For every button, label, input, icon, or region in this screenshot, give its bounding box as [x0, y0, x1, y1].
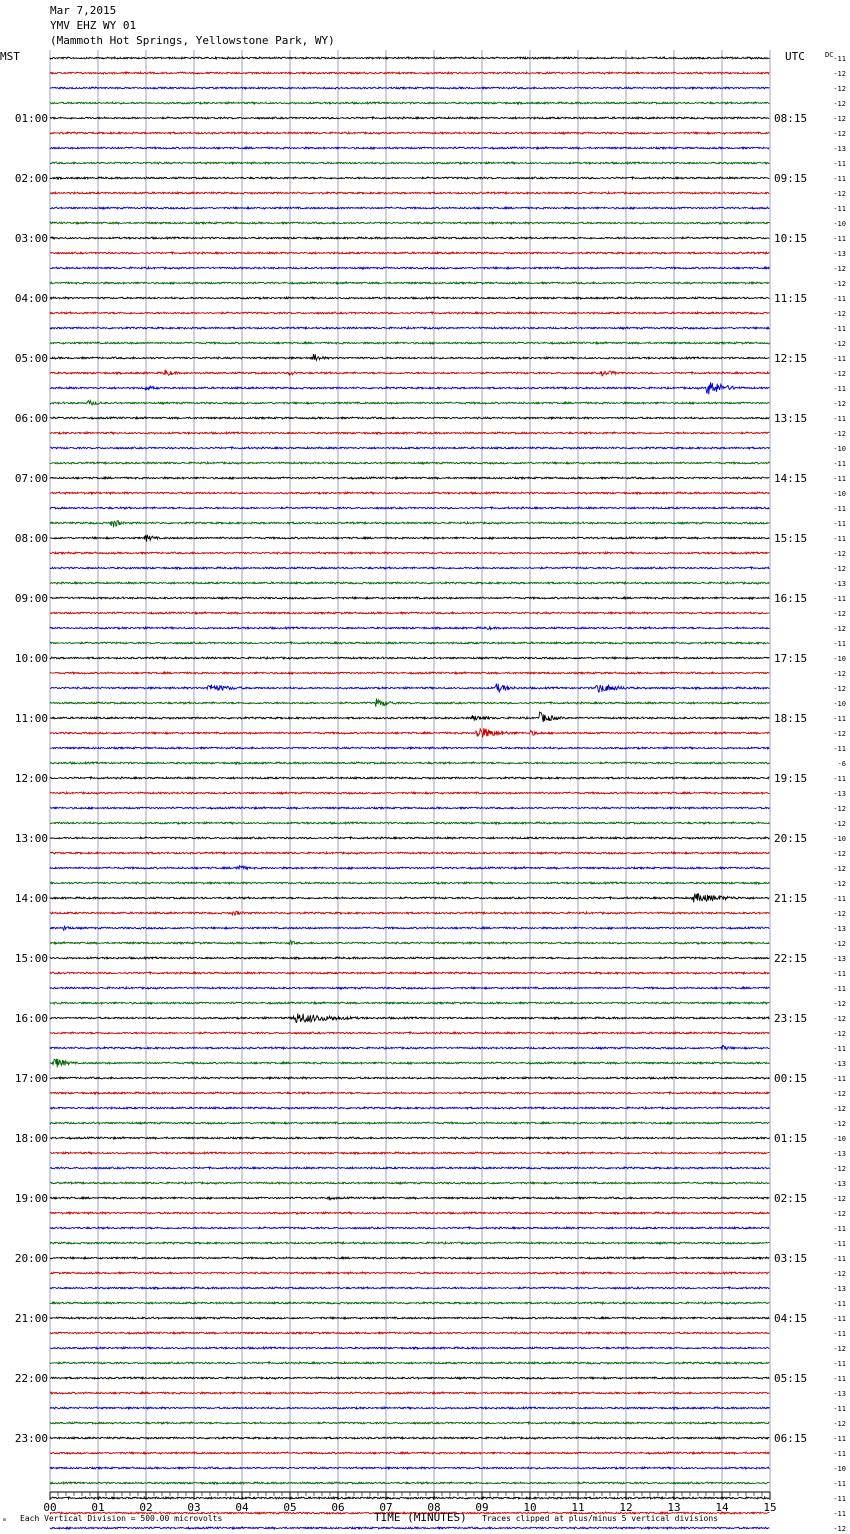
right-hour-label: 22:15 [774, 952, 808, 965]
right-hour-label: 02:15 [774, 1192, 808, 1205]
right-hour-label: 14:15 [774, 472, 808, 485]
right-hour-label: 23:15 [774, 1012, 808, 1025]
seismic-trace [50, 597, 769, 599]
seismic-trace [50, 477, 769, 479]
dc-offset-label: -13 [833, 1285, 846, 1293]
left-hour-label: 08:00 [14, 532, 48, 545]
seismic-trace [50, 1452, 769, 1454]
seismic-trace [50, 1167, 769, 1169]
dc-offset-label: -11 [833, 745, 846, 753]
left-hour-label: 12:00 [14, 772, 48, 785]
seismic-trace [50, 432, 769, 434]
seismic-trace [50, 698, 769, 706]
seismic-trace [50, 117, 769, 119]
dc-offset-label: -11 [833, 1510, 846, 1518]
seismic-trace [50, 57, 769, 59]
plot-date: Mar 7,2015 [50, 4, 117, 17]
seismic-trace [50, 1077, 769, 1079]
left-hour-label: 21:00 [14, 1312, 48, 1325]
right-hour-label: 19:15 [774, 772, 808, 785]
left-hour-label: 15:00 [14, 952, 48, 965]
seismic-trace [50, 1227, 769, 1229]
seismic-trace [50, 1407, 769, 1409]
seismic-trace [50, 957, 769, 959]
seismic-trace [50, 87, 769, 89]
seismic-trace [50, 354, 769, 360]
seismic-trace [50, 1362, 769, 1364]
left-hour-label: 13:00 [14, 832, 48, 845]
seismic-trace [50, 370, 769, 376]
seismic-trace [50, 894, 769, 903]
dc-offset-label: -11 [833, 715, 846, 723]
right-hour-label: 03:15 [774, 1252, 808, 1265]
seismic-trace [50, 642, 769, 644]
x-tick-label: 07 [379, 1501, 393, 1514]
dc-offset-label: -13 [833, 790, 846, 798]
dc-offset-label: -12 [833, 1090, 846, 1098]
seismic-trace [50, 1032, 769, 1034]
seismic-trace [50, 1045, 769, 1050]
dc-label: DC [825, 51, 834, 59]
x-tick-label: 00 [43, 1501, 57, 1514]
seismic-trace [50, 612, 769, 614]
x-tick-label: 05 [283, 1501, 297, 1514]
seismic-trace [50, 382, 769, 394]
seismic-trace [50, 627, 769, 630]
seismic-trace [50, 342, 769, 344]
seismic-trace [50, 1497, 769, 1499]
dc-offset-label: -12 [833, 550, 846, 558]
dc-offset-label: -12 [833, 310, 846, 318]
seismic-trace [50, 192, 769, 194]
dc-offset-label: -10 [833, 700, 846, 708]
dc-offset-label: -11 [833, 505, 846, 513]
dc-offset-label: -12 [833, 340, 846, 348]
dc-offset-label: -12 [833, 430, 846, 438]
dc-offset-label: -12 [833, 1165, 846, 1173]
dc-offset-label: -13 [833, 250, 846, 258]
right-hour-label: 00:15 [774, 1072, 808, 1085]
dc-offset-label: -11 [833, 1315, 846, 1323]
right-hour-label: 05:15 [774, 1372, 808, 1385]
x-tick-label: 12 [619, 1501, 633, 1514]
dc-offset-label: -11 [833, 1405, 846, 1413]
dc-offset-label: -10 [833, 445, 846, 453]
x-tick-label: 06 [331, 1501, 345, 1514]
dc-offset-label: -12 [833, 190, 846, 198]
seismic-trace [50, 447, 769, 449]
dc-offset-label: -11 [833, 475, 846, 483]
dc-offset-label: -11 [833, 1360, 846, 1368]
dc-offset-label: -10 [833, 1465, 846, 1473]
seismic-trace [50, 1107, 769, 1109]
left-hour-label: 07:00 [14, 472, 48, 485]
dc-offset-label: -13 [833, 145, 846, 153]
right-hour-label: 12:15 [774, 352, 808, 365]
dc-offset-label: -13 [833, 1150, 846, 1158]
dc-offset-label: -10 [833, 1135, 846, 1143]
station-code: YMV EHZ WY 01 [50, 19, 137, 32]
dc-offset-label: -13 [833, 580, 846, 588]
dc-offset-label: -11 [833, 1225, 846, 1233]
dc-offset-label: -12 [833, 400, 846, 408]
dc-offset-label: -12 [833, 865, 846, 873]
dc-offset-label: -11 [833, 1330, 846, 1338]
dc-offset-label: -12 [833, 685, 846, 693]
seismic-trace [50, 1197, 769, 1200]
dc-offset-label: -11 [833, 895, 846, 903]
dc-offset-label: -11 [833, 1450, 846, 1458]
seismic-trace [50, 1212, 769, 1214]
seismic-trace [50, 1422, 769, 1424]
dc-offset-label: -11 [833, 295, 846, 303]
seismic-trace [50, 521, 769, 528]
dc-offset-label: -11 [833, 775, 846, 783]
seismic-trace [50, 567, 769, 569]
seismic-trace [50, 162, 769, 164]
left-axis-label: MST [0, 50, 20, 63]
seismic-trace [50, 866, 769, 870]
seismic-trace [50, 1392, 769, 1394]
left-hour-label: 10:00 [14, 652, 48, 665]
dc-offset-label: -13 [833, 1060, 846, 1068]
left-hour-label: 02:00 [14, 172, 48, 185]
seismic-trace [50, 1332, 769, 1334]
dc-offset-label: -12 [833, 1195, 846, 1203]
seismic-trace [50, 1317, 769, 1319]
dc-offset-label: -11 [833, 1495, 846, 1503]
x-tick-label: 15 [763, 1501, 777, 1514]
dc-offset-label: -11 [833, 460, 846, 468]
dc-offset-label: -12 [833, 1420, 846, 1428]
right-hour-label: 16:15 [774, 592, 808, 605]
seismic-trace [50, 728, 769, 737]
dc-offset-label: -11 [833, 1045, 846, 1053]
seismic-trace [50, 237, 769, 239]
seismic-trace [50, 941, 769, 945]
seismic-trace [50, 926, 769, 930]
seismic-trace [50, 1122, 769, 1124]
seismic-trace [50, 1287, 769, 1289]
seismic-trace [50, 312, 769, 314]
seismic-trace [50, 582, 769, 584]
dc-offset-label: -12 [833, 1210, 846, 1218]
dc-offset-label: -11 [833, 385, 846, 393]
left-hour-label: 18:00 [14, 1132, 48, 1145]
right-hour-label: 20:15 [774, 832, 808, 845]
dc-offset-label: -12 [833, 1345, 846, 1353]
dc-offset-label: -11 [833, 1375, 846, 1383]
seismic-trace [50, 1182, 769, 1184]
seismic-trace [50, 1482, 769, 1484]
x-tick-label: 10 [523, 1501, 537, 1514]
x-tick-label: 09 [475, 1501, 489, 1514]
left-hour-label: 16:00 [14, 1012, 48, 1025]
footer-mark: ₘ [2, 1514, 7, 1523]
seismic-trace [50, 1437, 769, 1439]
left-hour-label: 20:00 [14, 1252, 48, 1265]
dc-offset-label: -12 [833, 610, 846, 618]
dc-offset-label: -11 [833, 535, 846, 543]
dc-offset-label: -11 [833, 355, 846, 363]
x-tick-label: 14 [715, 1501, 729, 1514]
x-tick-label: 04 [235, 1501, 249, 1514]
dc-offset-label: -11 [833, 520, 846, 528]
right-hour-label: 13:15 [774, 412, 808, 425]
seismic-trace [50, 177, 769, 179]
seismic-trace [50, 222, 769, 224]
left-hour-label: 14:00 [14, 892, 48, 905]
right-hour-label: 08:15 [774, 112, 808, 125]
left-hour-label: 01:00 [14, 112, 48, 125]
x-tick-label: 11 [571, 1501, 585, 1514]
seismic-trace [50, 1059, 769, 1068]
right-hour-label: 09:15 [774, 172, 808, 185]
dc-offset-label: -11 [833, 205, 846, 213]
seismic-trace [50, 777, 769, 779]
seismic-trace [50, 535, 769, 542]
left-hour-label: 19:00 [14, 1192, 48, 1205]
seismic-trace [50, 712, 769, 722]
seismic-trace [50, 822, 769, 824]
dc-offset-label: -11 [833, 1075, 846, 1083]
dc-offset-label: -12 [833, 1105, 846, 1113]
clip-note: Traces clipped at plus/minus 5 vertical divisions [482, 1514, 719, 1523]
seismic-trace [50, 252, 769, 254]
seismic-trace [50, 552, 769, 554]
dc-offset-label: -6 [837, 760, 846, 768]
seismic-trace [50, 297, 769, 299]
dc-offset-label: -11 [833, 415, 846, 423]
dc-offset-label: -11 [833, 985, 846, 993]
dc-offset-label: -12 [833, 85, 846, 93]
seismic-trace [50, 147, 769, 149]
x-tick-label: 13 [667, 1501, 681, 1514]
seismic-trace [50, 684, 769, 693]
seismic-trace [50, 507, 769, 509]
dc-offset-label: -12 [833, 820, 846, 828]
x-tick-label: 01 [91, 1501, 105, 1514]
right-hour-label: 04:15 [774, 1312, 808, 1325]
dc-offset-label: -10 [833, 835, 846, 843]
seismic-trace [50, 267, 769, 269]
left-hour-label: 22:00 [14, 1372, 48, 1385]
right-hour-label: 21:15 [774, 892, 808, 905]
seismic-trace [50, 207, 769, 209]
dc-offset-label: -12 [833, 265, 846, 273]
seismic-trace [50, 972, 769, 974]
seismic-trace [50, 837, 769, 839]
dc-offset-label: -12 [833, 1525, 846, 1533]
dc-offset-label: -12 [833, 280, 846, 288]
dc-offset-label: -12 [833, 805, 846, 813]
dc-offset-label: -12 [833, 100, 846, 108]
dc-offset-label: -13 [833, 1180, 846, 1188]
seismic-trace [50, 1137, 769, 1139]
seismic-trace [50, 282, 769, 284]
seismic-trace [50, 401, 769, 406]
right-hour-label: 11:15 [774, 292, 808, 305]
dc-offset-label: -12 [833, 115, 846, 123]
seismic-trace [50, 72, 769, 74]
station-location: (Mammoth Hot Springs, Yellowstone Park, WY) [50, 34, 335, 47]
x-tick-label: 08 [427, 1501, 441, 1514]
dc-offset-label: -12 [833, 670, 846, 678]
left-hour-label: 11:00 [14, 712, 48, 725]
right-hour-label: 06:15 [774, 1432, 808, 1445]
seismic-trace [50, 807, 769, 809]
seismic-trace [50, 1002, 769, 1004]
dc-offset-label: -12 [833, 730, 846, 738]
dc-offset-label: -11 [833, 1435, 846, 1443]
seismic-trace [50, 882, 769, 884]
vertical-scale-note: Each Vertical Division = 500.00 microvolts [20, 1514, 223, 1523]
seismic-trace [50, 462, 769, 464]
left-hour-label: 04:00 [14, 292, 48, 305]
left-hour-label: 17:00 [14, 1072, 48, 1085]
seismic-trace [50, 1014, 769, 1023]
seismic-trace [50, 911, 769, 915]
dc-offset-label: -11 [833, 325, 846, 333]
dc-offset-label: -12 [833, 850, 846, 858]
dc-offset-label: -12 [833, 565, 846, 573]
dc-offset-label: -12 [833, 880, 846, 888]
dc-offset-label: -12 [833, 1030, 846, 1038]
dc-offset-label: -11 [833, 970, 846, 978]
seismic-trace [50, 762, 769, 764]
seismic-trace [50, 492, 769, 494]
seismic-trace [50, 102, 769, 104]
dc-offset-label: -11 [833, 1240, 846, 1248]
seismic-trace [50, 747, 769, 749]
dc-offset-label: -12 [833, 1000, 846, 1008]
seismic-trace [50, 417, 769, 419]
dc-offset-label: -12 [833, 130, 846, 138]
right-hour-label: 18:15 [774, 712, 808, 725]
seismic-trace [50, 1242, 769, 1244]
dc-offset-label: -12 [833, 70, 846, 78]
dc-offset-label: -13 [833, 925, 846, 933]
right-axis-label: UTC [785, 50, 805, 63]
left-hour-label: 03:00 [14, 232, 48, 245]
dc-offset-label: -10 [833, 220, 846, 228]
seismic-trace [50, 1377, 769, 1379]
seismic-trace [50, 672, 769, 674]
dc-offset-label: -11 [833, 1255, 846, 1263]
left-hour-label: 05:00 [14, 352, 48, 365]
seismic-trace [50, 1302, 769, 1304]
dc-offset-label: -12 [833, 370, 846, 378]
dc-offset-label: -12 [833, 1120, 846, 1128]
dc-offset-label: -11 [833, 595, 846, 603]
dc-offset-label: -11 [833, 640, 846, 648]
seismic-trace [50, 852, 769, 854]
seismic-trace [50, 987, 769, 989]
x-tick-label: 03 [187, 1501, 201, 1514]
dc-offset-label: -12 [833, 940, 846, 948]
seismic-trace [50, 1347, 769, 1349]
dc-offset-label: -10 [833, 655, 846, 663]
dc-offset-label: -12 [833, 1270, 846, 1278]
left-hour-label: 23:00 [14, 1432, 48, 1445]
dc-offset-label: -11 [833, 175, 846, 183]
left-hour-label: 09:00 [14, 592, 48, 605]
x-axis-title: TIME (MINUTES) [374, 1511, 467, 1524]
seismic-trace [50, 1092, 769, 1094]
seismic-trace [50, 132, 769, 134]
dc-offset-label: -12 [833, 910, 846, 918]
dc-offset-label: -13 [833, 955, 846, 963]
dc-offset-label: -11 [833, 1480, 846, 1488]
dc-offset-label: -11 [833, 160, 846, 168]
dc-offset-label: -12 [833, 625, 846, 633]
seismic-trace [50, 1272, 769, 1274]
seismic-trace [50, 327, 769, 329]
dc-offset-label: -10 [833, 490, 846, 498]
seismic-trace [50, 1257, 769, 1259]
right-hour-label: 10:15 [774, 232, 808, 245]
right-hour-label: 01:15 [774, 1132, 808, 1145]
dc-offset-label: -11 [833, 55, 846, 63]
seismic-trace [50, 1152, 769, 1154]
seismic-trace [50, 1527, 769, 1529]
x-tick-label: 02 [139, 1501, 153, 1514]
right-hour-label: 15:15 [774, 532, 808, 545]
dc-offset-label: -11 [833, 235, 846, 243]
seismic-trace [50, 657, 769, 659]
dc-offset-label: -12 [833, 1015, 846, 1023]
right-hour-label: 17:15 [774, 652, 808, 665]
left-hour-label: 06:00 [14, 412, 48, 425]
seismic-trace [50, 1467, 769, 1469]
seismic-trace [50, 792, 769, 794]
dc-offset-label: -13 [833, 1390, 846, 1398]
dc-offset-label: -11 [833, 1300, 846, 1308]
